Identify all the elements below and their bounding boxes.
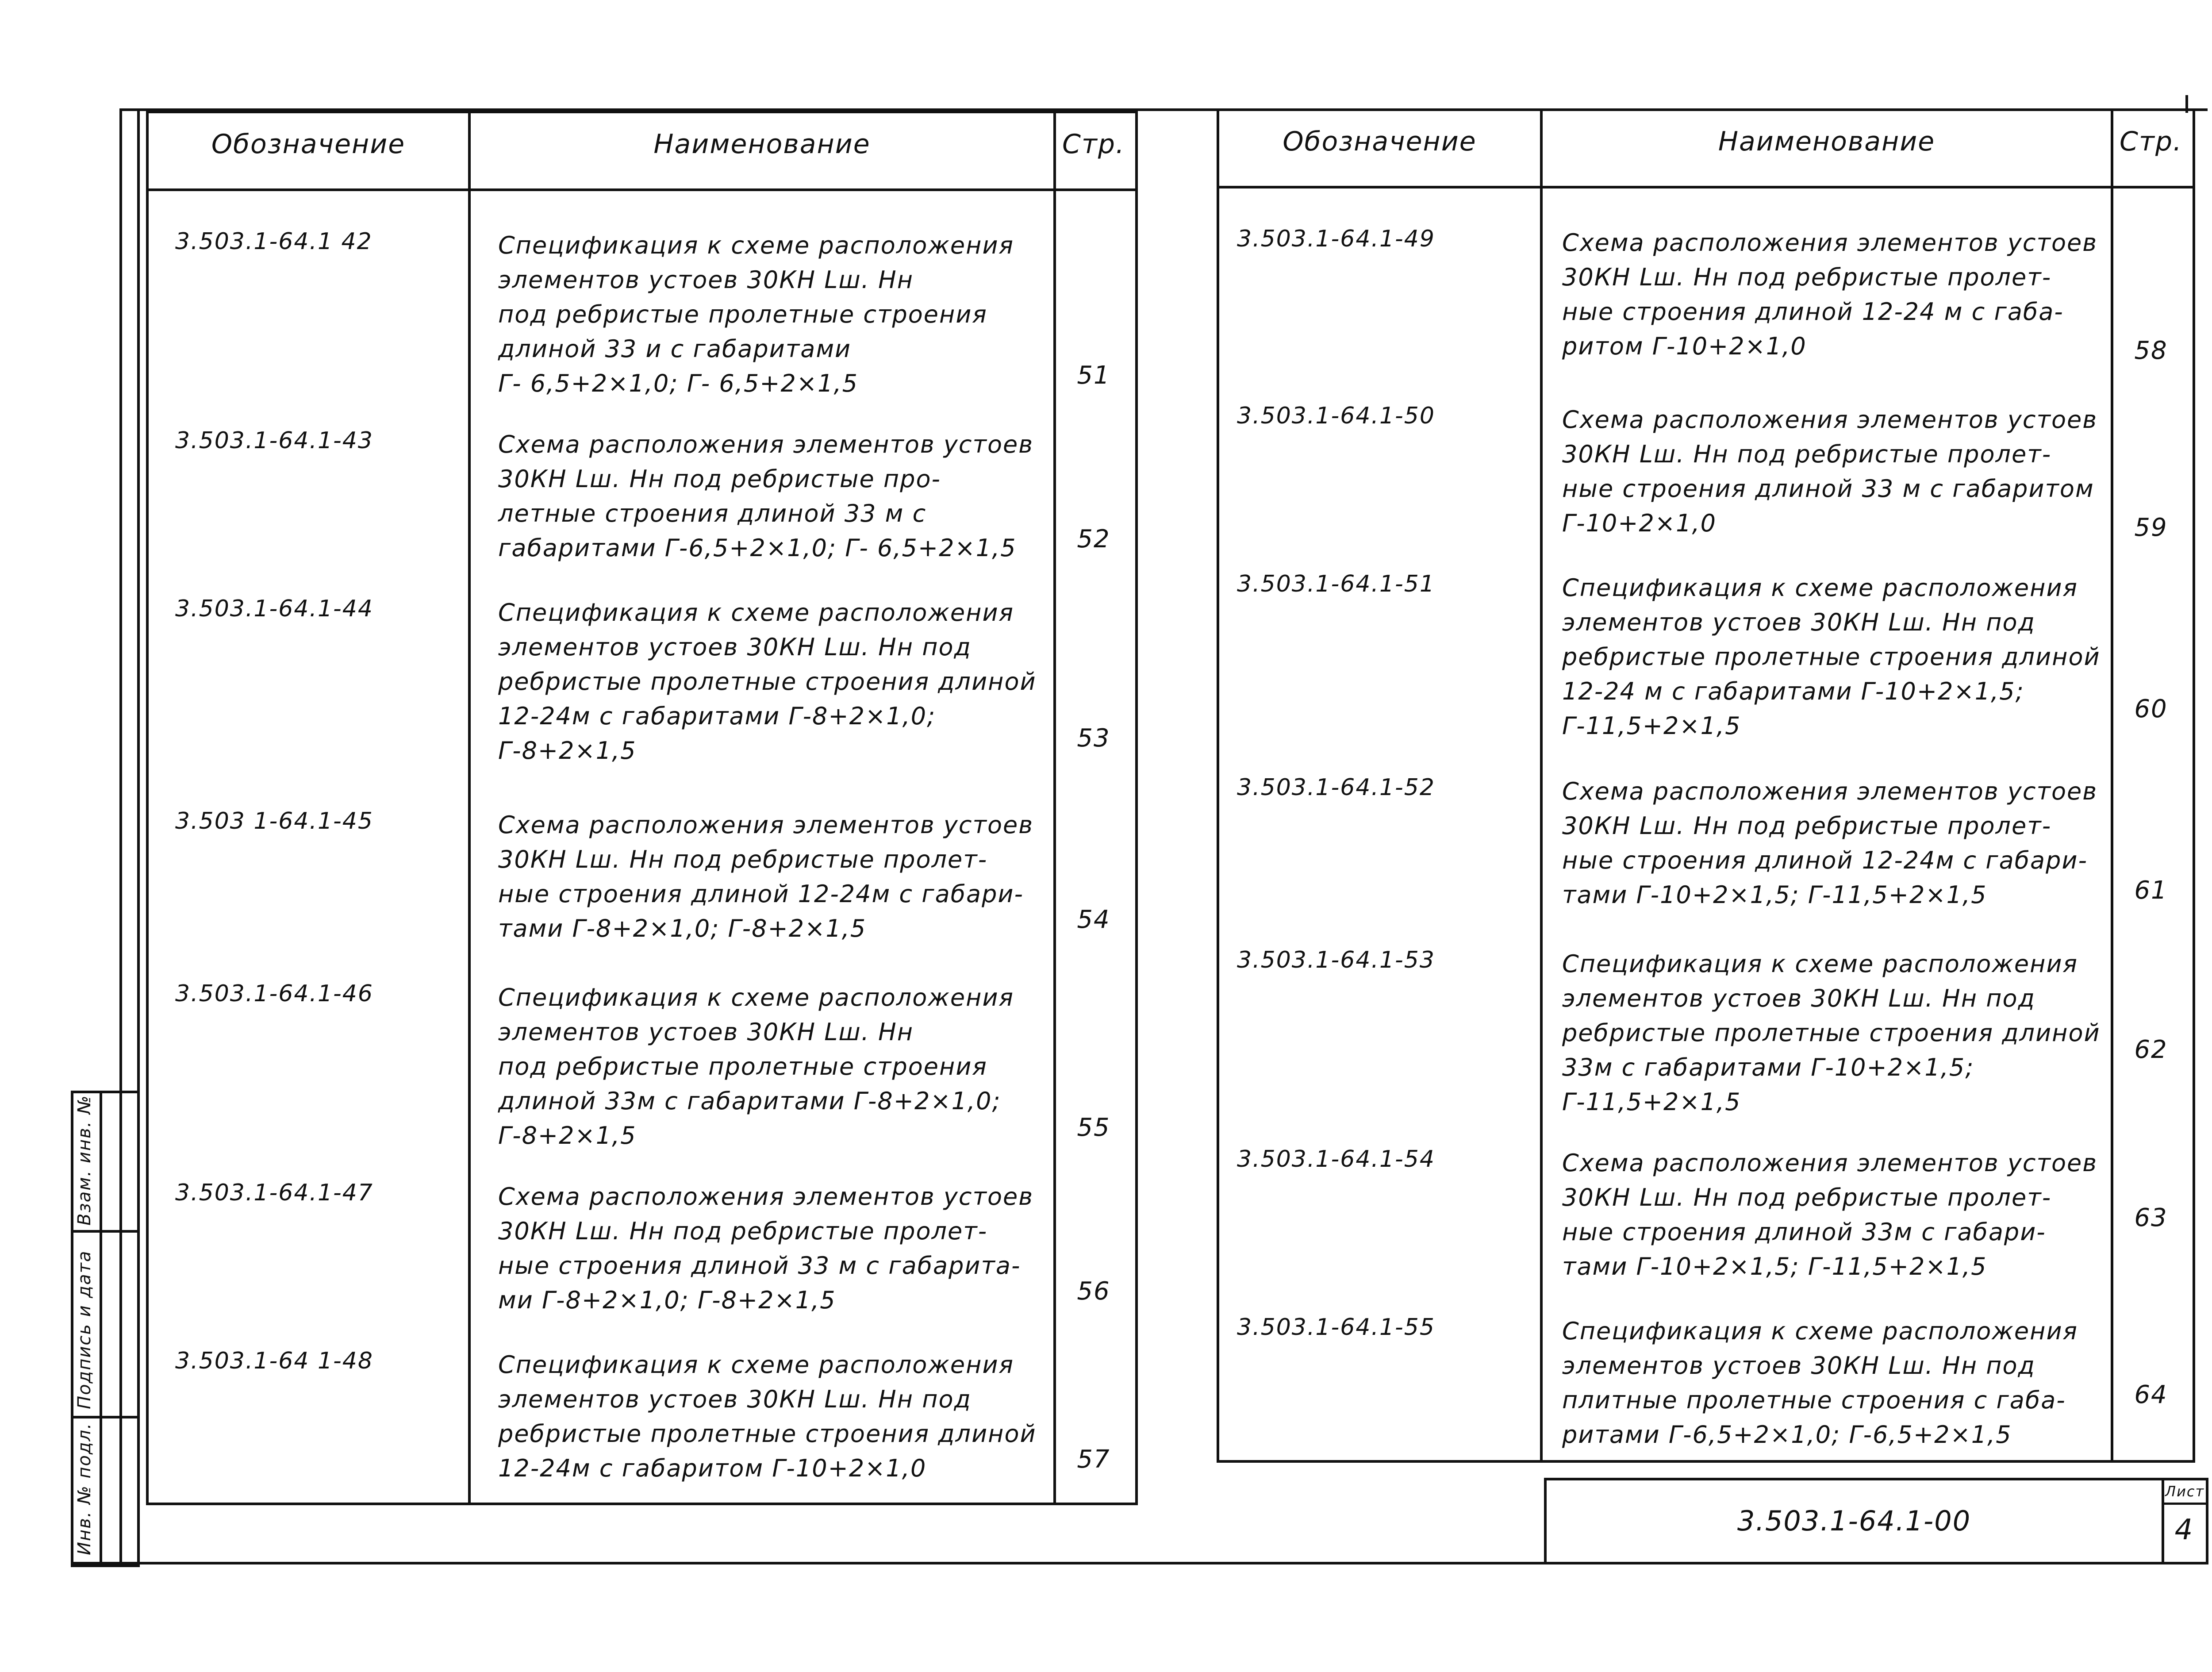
row-code: 3.503.1-64.1-46 (175, 980, 373, 1007)
side-vzam-inv: Взам. инв. № (74, 1095, 95, 1226)
row-page: 58 (2134, 336, 2168, 365)
row-code: 3.503.1-64.1-54 (1237, 1146, 1435, 1172)
row-code: 3.503.1-64.1-52 (1237, 774, 1435, 801)
side-stamp-divider-1 (71, 1230, 137, 1233)
row-name: Спецификация к схеме расположения элементов устоев 30КН Lш. Нн под ребристые пролетные строения длиной 33 и с габаритами Г- 6,5+2×1,0; Г- 6,5+2×1,5 (498, 231, 1014, 397)
row-name: Спецификация к схеме расположения элементов устоев 30КН Lш. Нн под ребристые пролетные строения длиной 12-24м с габаритами Г-8+2×1,0; Г-8+2×1,5 (498, 599, 1037, 765)
row-page: 52 (1077, 525, 1110, 553)
row-name: Схема расположения элементов устоев 30КН Lш. Нн под ребристые пролет- ные строения длиной 12-24м с габари- тами Г-8+2×1,0; Г-8+2×1,5 (498, 811, 1034, 942)
row-name: Схема расположения элементов устоев 30КН Lш. Нн под ребристые пролет- ные строения длиной 33 м с габарита- ми Г-8+2×1,0; Г-8+2×1,5 (498, 1183, 1034, 1314)
row-code: 3.503.1-64.1-51 (1237, 571, 1435, 597)
row-name: Спецификация к схеме расположения элементов устоев 30КН Lш. Нн под плитные пролетные строения с габа- ритами Г-6,5+2×1,0; Г-6,5+2×1,5 (1562, 1317, 2078, 1449)
row-page: 64 (2134, 1380, 2168, 1409)
row-code: 3.503.1-64.1-49 (1237, 226, 1435, 252)
row-page: 63 (2134, 1203, 2168, 1232)
right-col-sep-1 (1540, 111, 1543, 1460)
frame-right-tick (2185, 95, 2188, 113)
row-code: 3.503 1-64.1-45 (175, 808, 373, 834)
side-stamp-divider-2 (71, 1416, 137, 1418)
right-col-sep-2 (2111, 111, 2113, 1460)
row-code: 3.503.1-64.1-44 (175, 596, 373, 622)
row-page: 56 (1077, 1277, 1110, 1306)
right-header-name: Наименование (1718, 126, 1936, 157)
right-header-page: Стр. (2119, 126, 2182, 157)
row-page: 62 (2134, 1035, 2168, 1064)
side-podpis-data: Подпись и дата (74, 1250, 95, 1409)
row-page: 60 (2134, 695, 2168, 723)
row-page: 54 (1077, 905, 1110, 934)
title-sheet-number: 4 (2174, 1514, 2194, 1546)
right-header-code: Обозначение (1283, 126, 1477, 157)
row-name: Схема расположения элементов устоев 30КН Lш. Нн под ребристые пролет- ные строения длиной 12-24 м с габа- ритом Г-10+2×1,0 (1562, 229, 2098, 360)
title-sheet-label: Лист (2165, 1483, 2205, 1500)
row-name: Схема расположения элементов устоев 30КН Lш. Нн под ребристые пролет- ные строения длиной 33м с габари- тами Г-10+2×1,5; Г-11,5+2×1,5 (1562, 1149, 2098, 1280)
row-name: Схема расположения элементов устоев 30КН Lш. Нн под ребристые пролет- ные строения длиной 33 м с габаритом Г-10+2×1,0 (1562, 406, 2098, 537)
row-code: 3.503.1-64.1-55 (1237, 1314, 1435, 1341)
right-header-line (1219, 186, 2193, 188)
row-name: Спецификация к схеме расположения элементов устоев 30КН Lш. Нн под ребристые пролетные строения длиной 12-24м с габаритом Г-10+2×1,0 (498, 1351, 1037, 1482)
row-code: 3.503.1-64 1-48 (175, 1348, 373, 1374)
row-page: 53 (1077, 724, 1110, 753)
row-code: 3.503.1-64.1 42 (175, 228, 373, 255)
left-header-code: Обозначение (211, 129, 406, 160)
side-inv-podl: Инв. № подл. (74, 1422, 95, 1555)
left-col-sep-1 (468, 113, 471, 1503)
row-name: Схема расположения элементов устоев 30КН Lш. Нн под ребристые про- летные строения длиной 33 м с габаритами Г-6,5+2×1,0; Г- 6,5+2×1,5 (498, 430, 1034, 562)
row-name: Спецификация к схеме расположения элементов устоев 30КН Lш. Нн под ребристые пролетные строения длиной 33м с габаритами Г-8+2×1,0; Г-8+2×1,5 (498, 984, 1014, 1149)
left-table (146, 111, 1138, 1505)
row-page: 61 (2134, 876, 2168, 905)
row-page: 51 (1077, 361, 1110, 390)
row-name: Схема расположения элементов устоев 30КН Lш. Нн под ребристые пролет- ные строения длиной 12-24м с габари- тами Г-10+2×1,5; Г-11,5+2×1,5 (1562, 777, 2098, 909)
right-table (1217, 111, 2195, 1463)
left-header-name: Наименование (653, 129, 871, 160)
side-stamp-col (100, 1091, 102, 1562)
row-code: 3.503.1-64.1-53 (1237, 947, 1435, 973)
row-name: Спецификация к схеме расположения элементов устоев 30КН Lш. Нн под ребристые пролетные строения длиной 12-24 м с габаритами Г-10+2×1,5; Г-11,5+2×1,5 (1562, 574, 2101, 740)
row-page: 57 (1077, 1445, 1110, 1474)
left-header-page: Стр. (1062, 129, 1125, 160)
row-code: 3.503.1-64.1-50 (1237, 403, 1435, 429)
row-name: Спецификация к схеме расположения элементов устоев 30КН Lш. Нн под ребристые пролетные строения длиной 33м с габаритами Г-10+2×1,5; Г-11,5+2×1,5 (1562, 950, 2101, 1116)
row-code: 3.503.1-64.1-43 (175, 427, 373, 454)
row-page: 59 (2134, 513, 2168, 542)
left-header-line (149, 188, 1135, 191)
row-page: 55 (1077, 1113, 1110, 1142)
row-code: 3.503.1-64.1-47 (175, 1180, 373, 1206)
title-designation: 3.503.1-64.1-00 (1737, 1505, 1971, 1537)
title-block (1544, 1478, 2208, 1564)
title-sheet-line (2162, 1503, 2206, 1505)
